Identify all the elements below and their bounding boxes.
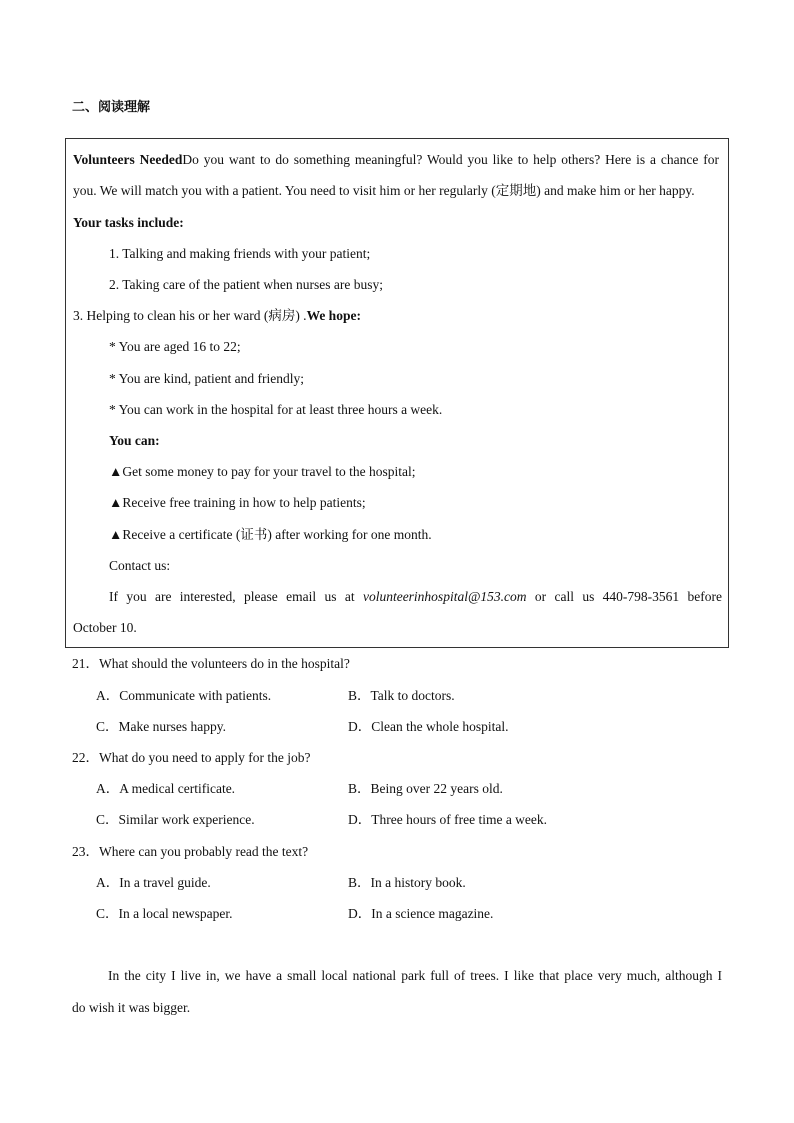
question-option: B．Talk to doctors.: [348, 688, 455, 703]
task-item: 2. Taking care of the patient when nurses are busy;: [109, 277, 383, 292]
section-heading: 二、阅读理解: [72, 100, 151, 115]
question-option: A．Communicate with patients.: [96, 688, 272, 703]
benefit-item: ▲Get some money to pay for your travel to the hospital;: [109, 464, 416, 479]
passage-intro-line-1: [73, 151, 719, 169]
question-option: B．In a history book.: [348, 875, 466, 890]
question-stem: 21．What should the volunteers do in the hospital?: [72, 656, 350, 671]
benefit-item: ▲Receive a certificate (证书) after working for one month.: [109, 527, 432, 542]
hope-item: * You are aged 16 to 22;: [109, 339, 241, 354]
hope-item: * You can work in the hospital for at least three hours a week.: [109, 402, 443, 417]
question-option: D．Three hours of free time a week.: [348, 812, 548, 827]
task-item-with-hope: [73, 307, 361, 325]
contact-label: Contact us:: [109, 558, 171, 573]
hope-heading: We hope:: [306, 308, 361, 323]
benefit-item: ▲Receive free training in how to help patients;: [109, 495, 366, 510]
contact-suffix: or call us 440-798-3561 before: [534, 589, 723, 604]
contact-prefix: If you are interested, please email us at: [109, 589, 355, 604]
question-option: D．Clean the whole hospital.: [348, 719, 509, 734]
question-option: C．Similar work experience.: [96, 812, 255, 827]
task-item: 3. Helping to clean his or her ward (病房) .: [73, 308, 307, 323]
can-heading: You can:: [109, 433, 160, 448]
question-option: D．In a science magazine.: [348, 906, 494, 921]
question-stem: 22．What do you need to apply for the job?: [72, 750, 311, 765]
tasks-heading: Your tasks include:: [73, 215, 184, 230]
next-passage-line-1: [72, 967, 722, 985]
next-passage-text: In the city I live in, we have a small local national park full of trees. I like that place very much, although I: [108, 968, 722, 983]
contact-email: volunteerinhospital@153.com: [362, 589, 527, 604]
contact-line: [109, 588, 722, 606]
task-item: 1. Talking and making friends with your patient;: [109, 246, 371, 261]
passage-title: Volunteers Needed: [73, 152, 183, 167]
passage-intro-2: you. We will match you with a patient. You need to visit him or her regularly (定期地) and make him or her happy.: [73, 183, 695, 198]
question-option: B．Being over 22 years old.: [348, 781, 503, 796]
question-option: A．A medical certificate.: [96, 781, 236, 796]
hope-item: * You are kind, patient and friendly;: [109, 371, 304, 386]
contact-end: October 10.: [73, 620, 137, 635]
passage-intro-1: Do you want to do something meaningful? Would you like to help others? Here is a chance for: [182, 152, 719, 167]
passage-box: [65, 138, 729, 648]
question-option: C．Make nurses happy.: [96, 719, 226, 734]
question-option: A．In a travel guide.: [96, 875, 211, 890]
next-passage-line-2: do wish it was bigger.: [72, 1000, 191, 1015]
question-option: C．In a local newspaper.: [96, 906, 233, 921]
question-stem: 23．Where can you probably read the text?: [72, 844, 309, 859]
